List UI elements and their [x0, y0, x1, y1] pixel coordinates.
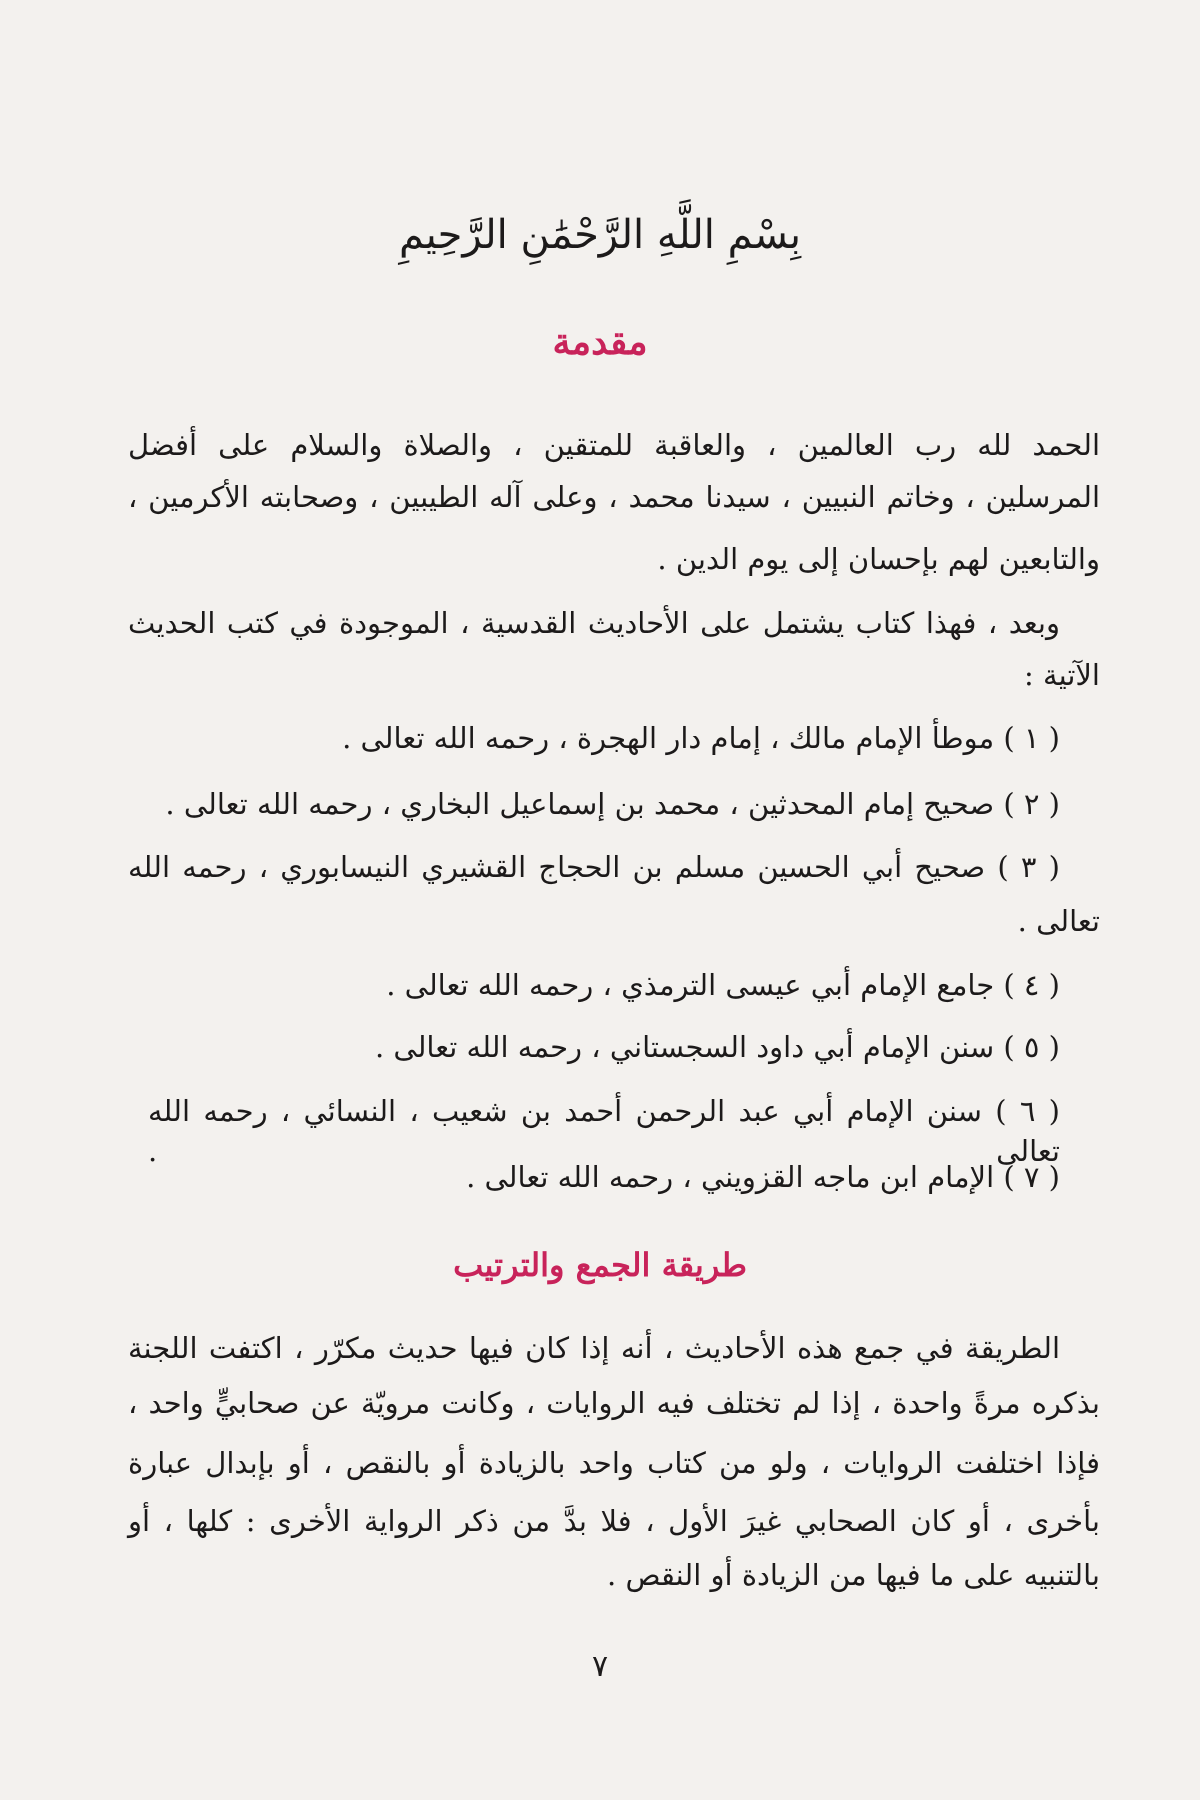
page-title: مقدمة [552, 321, 648, 363]
book-item: ( ٣ ) صحيح أبي الحسين مسلم بن الحجاج القشيري النيسابوري ، رحمه الله [128, 850, 1060, 884]
intro-line: الحمد لله رب العالمين ، والعاقبة للمتقين ، والصلاة والسلام على أفضل [128, 428, 1100, 462]
method-line: الطريقة في جمع هذه الأحاديث ، أنه إذا كان فيها حديث مكرّر ، اكتفت اللجنة [128, 1331, 1060, 1365]
book-item: ( ٦ ) سنن الإمام أبي عبد الرحمن أحمد بن شعيب ، النسائي ، رحمه الله تعالى . [148, 1094, 1060, 1168]
method-line: بأخرى ، أو كان الصحابي غيرَ الأول ، فلا بدَّ من ذكر الرواية الأخرى : كلها ، أو [128, 1504, 1100, 1538]
intro-line: والتابعين لهم بإحسان إلى يوم الدين . [657, 542, 1100, 576]
books-intro-line: الآتية : [1024, 658, 1100, 692]
book-item: تعالى . [1017, 904, 1100, 938]
book-item: ( ٧ ) الإمام ابن ماجه القزويني ، رحمه الله تعالى . [466, 1160, 1060, 1194]
book-item: ( ٢ ) صحيح إمام المحدثين ، محمد بن إسماعيل البخاري ، رحمه الله تعالى . [165, 787, 1060, 821]
method-line: بالتنبيه على ما فيها من الزيادة أو النقص . [607, 1558, 1100, 1592]
book-item: ( ١ ) موطأ الإمام مالك ، إمام دار الهجرة ، رحمه الله تعالى . [342, 721, 1060, 755]
page-number: ٧ [591, 1649, 609, 1684]
books-intro-line: وبعد ، فهذا كتاب يشتمل على الأحاديث القدسية ، الموجودة في كتب الحديث [128, 606, 1060, 640]
section-title: طريقة الجمع والترتيب [453, 1246, 747, 1284]
intro-line: المرسلين ، وخاتم النبيين ، سيدنا محمد ، وعلى آله الطيبين ، وصحابته الأكرمين ، [128, 480, 1100, 514]
book-item: ( ٥ ) سنن الإمام أبي داود السجستاني ، رحمه الله تعالى . [374, 1030, 1060, 1064]
method-line: فإذا اختلفت الروايات ، ولو من كتاب واحد بالزيادة أو بالنقص ، أو بإبدال عبارة [128, 1446, 1100, 1480]
method-line: بذكره مرةً واحدة ، إذا لم تختلف فيه الروايات ، وكانت مرويّة عن صحابيٍّ واحد ، [128, 1386, 1100, 1420]
basmala: بِسْمِ اللَّهِ الرَّحْمَٰنِ الرَّحِيمِ [398, 212, 802, 258]
book-item: ( ٤ ) جامع الإمام أبي عيسى الترمذي ، رحمه الله تعالى . [386, 968, 1060, 1002]
